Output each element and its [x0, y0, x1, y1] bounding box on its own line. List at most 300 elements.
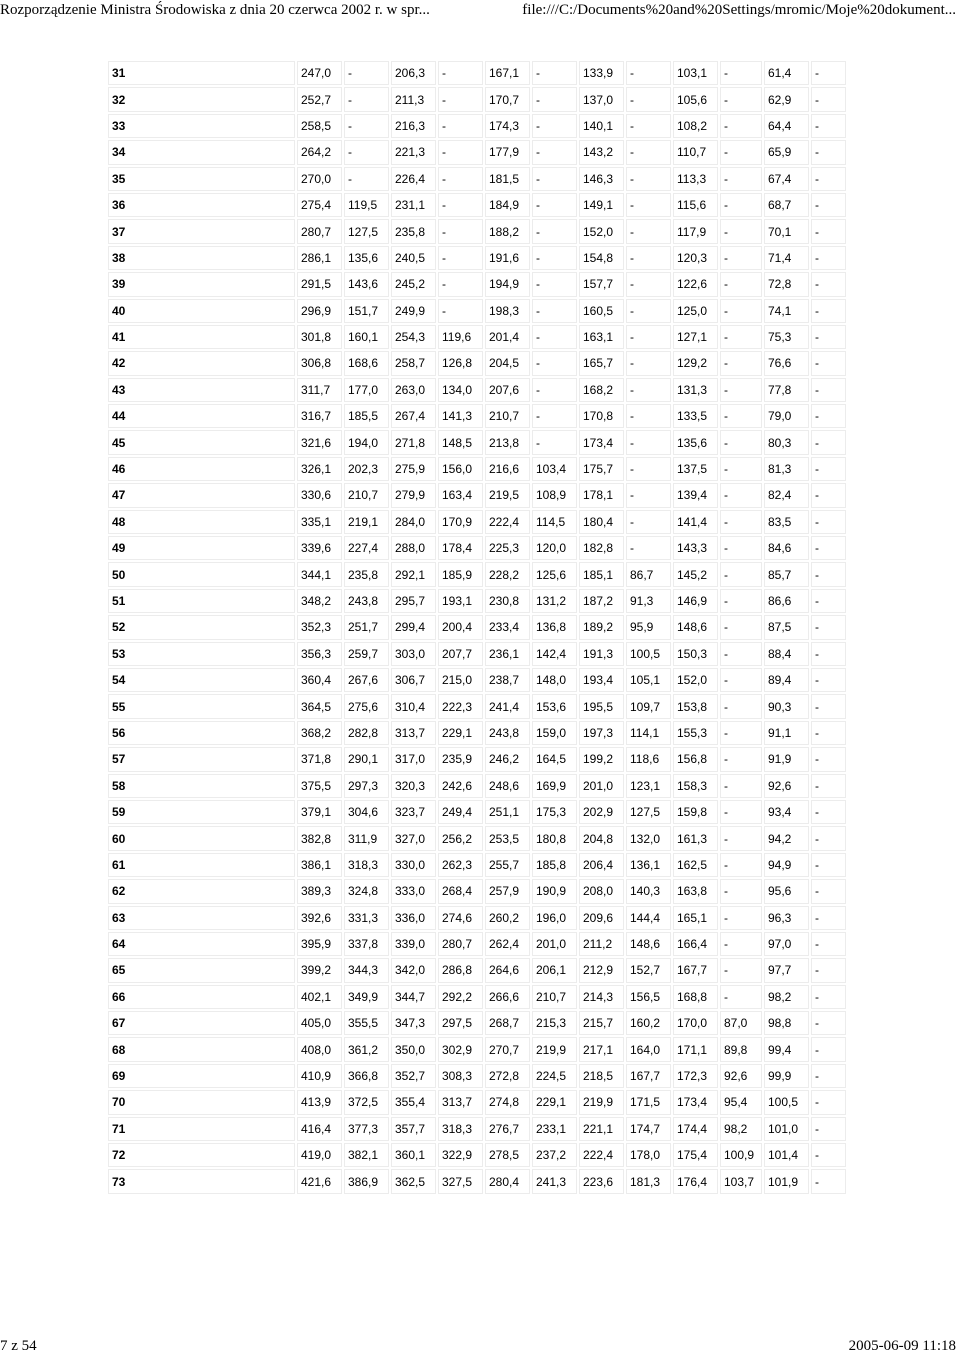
table-cell: 266,6	[485, 985, 530, 1009]
table-row	[108, 483, 846, 507]
table-cell: 350,0	[391, 1037, 436, 1061]
table-cell: 360,4	[297, 668, 342, 692]
table-cell: -	[720, 378, 762, 402]
table-cell: 160,2	[626, 1011, 671, 1035]
table-cell: 157,7	[579, 272, 624, 296]
table-cell: 360,1	[391, 1143, 436, 1167]
table-cell: 171,5	[626, 1090, 671, 1114]
table-cell: 210,7	[344, 483, 389, 507]
table-cell: -	[811, 325, 846, 349]
table-cell: -	[720, 826, 762, 850]
table-cell: 167,7	[626, 1064, 671, 1088]
table-cell: 226,4	[391, 167, 436, 191]
table-cell: 202,9	[579, 800, 624, 824]
table-cell: 64,4	[764, 114, 809, 138]
table-cell: 222,4	[485, 510, 530, 534]
table-cell: 267,6	[344, 668, 389, 692]
table-cell: -	[811, 1064, 846, 1088]
table-cell: -	[720, 958, 762, 982]
table-cell: 101,9	[764, 1169, 809, 1193]
table-cell: -	[532, 299, 577, 323]
table-cell: 271,8	[391, 430, 436, 454]
table-cell: 141,3	[438, 404, 483, 428]
table-row	[108, 694, 846, 718]
table-cell: -	[811, 167, 846, 191]
table-cell: 295,7	[391, 589, 436, 613]
table-cell: 399,2	[297, 958, 342, 982]
table-cell: -	[811, 404, 846, 428]
table-cell: 235,8	[391, 219, 436, 243]
table-cell: -	[811, 879, 846, 903]
table-cell: -	[811, 853, 846, 877]
table-cell: 174,7	[626, 1117, 671, 1141]
table-cell: 386,9	[344, 1169, 389, 1193]
table-cell: 139,4	[673, 483, 718, 507]
table-cell: -	[811, 87, 846, 111]
table-cell: 311,7	[297, 378, 342, 402]
table-cell: 268,4	[438, 879, 483, 903]
table-cell: 135,6	[673, 430, 718, 454]
table-cell: 215,7	[579, 1011, 624, 1035]
table-cell: -	[720, 457, 762, 481]
table-cell: 96,3	[764, 906, 809, 930]
table-cell: 120,0	[532, 536, 577, 560]
table-cell: 278,5	[485, 1143, 530, 1167]
table-cell: 313,7	[438, 1090, 483, 1114]
row-number-cell: 72	[108, 1143, 295, 1167]
table-cell: 206,3	[391, 61, 436, 85]
row-number-cell: 44	[108, 404, 295, 428]
table-cell: 233,1	[532, 1117, 577, 1141]
table-cell: 152,0	[579, 219, 624, 243]
table-cell: 140,1	[579, 114, 624, 138]
table-cell: 262,3	[438, 853, 483, 877]
table-cell: 143,3	[673, 536, 718, 560]
table-cell: 356,3	[297, 642, 342, 666]
table-cell: 342,0	[391, 958, 436, 982]
table-cell: 201,4	[485, 325, 530, 349]
table-cell: 382,1	[344, 1143, 389, 1167]
table-cell: 159,8	[673, 800, 718, 824]
table-cell: 262,4	[485, 932, 530, 956]
table-cell: 148,5	[438, 430, 483, 454]
table-cell: -	[720, 87, 762, 111]
table-cell: 282,8	[344, 721, 389, 745]
table-cell: 201,0	[532, 932, 577, 956]
table-cell: 172,3	[673, 1064, 718, 1088]
row-number-cell: 34	[108, 140, 295, 164]
table-cell: 296,9	[297, 299, 342, 323]
table-cell: -	[720, 589, 762, 613]
table-cell: 140,3	[626, 879, 671, 903]
table-cell: 322,9	[438, 1143, 483, 1167]
table-cell: 276,7	[485, 1117, 530, 1141]
row-number-cell: 64	[108, 932, 295, 956]
table-cell: -	[626, 246, 671, 270]
table-cell: 86,6	[764, 589, 809, 613]
table-cell: 256,2	[438, 826, 483, 850]
table-cell: 349,9	[344, 985, 389, 1009]
table-cell: 174,4	[673, 1117, 718, 1141]
table-cell: 206,4	[579, 853, 624, 877]
table-cell: 119,6	[438, 325, 483, 349]
table-cell: -	[720, 246, 762, 270]
table-cell: 410,9	[297, 1064, 342, 1088]
table-cell: 260,2	[485, 906, 530, 930]
table-cell: 327,0	[391, 826, 436, 850]
table-cell: 240,5	[391, 246, 436, 270]
table-cell: 333,0	[391, 879, 436, 903]
table-cell: -	[720, 906, 762, 930]
table-cell: 191,6	[485, 246, 530, 270]
table-cell: 233,4	[485, 615, 530, 639]
table-cell: 326,1	[297, 457, 342, 481]
table-cell: 175,7	[579, 457, 624, 481]
table-cell: 99,9	[764, 1064, 809, 1088]
table-cell: 348,2	[297, 589, 342, 613]
table-cell: -	[811, 510, 846, 534]
table-row	[108, 430, 846, 454]
table-cell: 290,1	[344, 747, 389, 771]
table-cell: 65,9	[764, 140, 809, 164]
table-cell: -	[626, 404, 671, 428]
table-cell: 222,3	[438, 694, 483, 718]
table-row	[108, 1117, 846, 1141]
table-cell: 71,4	[764, 246, 809, 270]
table-cell: 229,1	[438, 721, 483, 745]
table-cell: 292,2	[438, 985, 483, 1009]
table-cell: -	[532, 351, 577, 375]
table-cell: -	[720, 721, 762, 745]
table-cell: 263,0	[391, 378, 436, 402]
table-cell: 175,4	[673, 1143, 718, 1167]
table-cell: 119,5	[344, 193, 389, 217]
table-cell: 180,8	[532, 826, 577, 850]
table-cell: 219,5	[485, 483, 530, 507]
table-row	[108, 87, 846, 111]
table-cell: 228,2	[485, 562, 530, 586]
table-cell: 95,9	[626, 615, 671, 639]
table-cell: 230,8	[485, 589, 530, 613]
table-cell: 204,5	[485, 351, 530, 375]
table-cell: 133,5	[673, 404, 718, 428]
table-cell: 258,7	[391, 351, 436, 375]
table-cell: -	[811, 589, 846, 613]
table-cell: 131,3	[673, 378, 718, 402]
table-cell: 94,9	[764, 853, 809, 877]
table-cell: 235,9	[438, 747, 483, 771]
table-cell: 110,7	[673, 140, 718, 164]
table-cell: 170,9	[438, 510, 483, 534]
table-cell: 213,8	[485, 430, 530, 454]
table-cell: 306,7	[391, 668, 436, 692]
table-cell: 131,2	[532, 589, 577, 613]
table-cell: 182,8	[579, 536, 624, 560]
row-number-cell: 52	[108, 615, 295, 639]
table-cell: -	[626, 219, 671, 243]
table-cell: 137,0	[579, 87, 624, 111]
table-cell: -	[438, 219, 483, 243]
table-cell: 247,0	[297, 61, 342, 85]
table-cell: 231,1	[391, 193, 436, 217]
table-cell: 321,6	[297, 430, 342, 454]
table-cell: 386,1	[297, 853, 342, 877]
row-number-cell: 40	[108, 299, 295, 323]
table-cell: 221,3	[391, 140, 436, 164]
row-number-cell: 57	[108, 747, 295, 771]
table-cell: 219,9	[532, 1037, 577, 1061]
table-cell: -	[720, 325, 762, 349]
table-cell: 103,1	[673, 61, 718, 85]
table-cell: -	[626, 430, 671, 454]
table-cell: 170,8	[579, 404, 624, 428]
row-number-cell: 62	[108, 879, 295, 903]
table-cell: 189,2	[579, 615, 624, 639]
table-cell: 292,1	[391, 562, 436, 586]
document-title: Rozporządzenie Ministra Środowiska z dnia 20 czerwca 2002 r. w spr...	[0, 2, 430, 18]
table-cell: 284,0	[391, 510, 436, 534]
table-cell: 280,7	[438, 932, 483, 956]
table-cell: 242,6	[438, 774, 483, 798]
row-number-cell: 38	[108, 246, 295, 270]
table-cell: -	[344, 114, 389, 138]
row-number-cell: 43	[108, 378, 295, 402]
table-row	[108, 378, 846, 402]
table-cell: -	[720, 430, 762, 454]
table-cell: -	[720, 510, 762, 534]
row-number-cell: 56	[108, 721, 295, 745]
table-cell: 72,8	[764, 272, 809, 296]
table-cell: 70,1	[764, 219, 809, 243]
table-cell: 166,4	[673, 932, 718, 956]
table-cell: -	[720, 932, 762, 956]
table-cell: 252,7	[297, 87, 342, 111]
row-number-cell: 35	[108, 167, 295, 191]
table-cell: 163,1	[579, 325, 624, 349]
table-cell: 87,0	[720, 1011, 762, 1035]
table-cell: 206,1	[532, 958, 577, 982]
table-cell: 178,4	[438, 536, 483, 560]
table-cell: 288,0	[391, 536, 436, 560]
table-row	[108, 351, 846, 375]
table-cell: 299,4	[391, 615, 436, 639]
table-cell: 259,7	[344, 642, 389, 666]
table-row	[108, 193, 846, 217]
table-cell: 241,4	[485, 694, 530, 718]
table-cell: 303,0	[391, 642, 436, 666]
table-cell: -	[720, 140, 762, 164]
row-number-cell: 31	[108, 61, 295, 85]
table-cell: 395,9	[297, 932, 342, 956]
table-cell: 127,5	[344, 219, 389, 243]
table-cell: -	[720, 351, 762, 375]
table-cell: 408,0	[297, 1037, 342, 1061]
table-cell: 372,5	[344, 1090, 389, 1114]
table-cell: 62,9	[764, 87, 809, 111]
table-cell: -	[811, 219, 846, 243]
table-cell: 279,9	[391, 483, 436, 507]
table-cell: -	[344, 61, 389, 85]
table-cell: 169,9	[532, 774, 577, 798]
table-cell: 75,3	[764, 325, 809, 349]
table-row	[108, 932, 846, 956]
table-cell: 146,3	[579, 167, 624, 191]
table-cell: 125,0	[673, 299, 718, 323]
table-cell: -	[532, 114, 577, 138]
table-cell: 280,4	[485, 1169, 530, 1193]
table-row	[108, 853, 846, 877]
table-cell: -	[532, 325, 577, 349]
table-cell: 366,8	[344, 1064, 389, 1088]
table-cell: 217,1	[579, 1037, 624, 1061]
table-row	[108, 1037, 846, 1061]
table-cell: -	[626, 510, 671, 534]
table-row	[108, 826, 846, 850]
row-number-cell: 55	[108, 694, 295, 718]
table-cell: 199,2	[579, 747, 624, 771]
table-cell: 185,9	[438, 562, 483, 586]
table-cell: 132,0	[626, 826, 671, 850]
table-cell: 211,2	[579, 932, 624, 956]
row-number-cell: 33	[108, 114, 295, 138]
table-cell: -	[438, 299, 483, 323]
table-cell: 198,3	[485, 299, 530, 323]
table-cell: 170,0	[673, 1011, 718, 1035]
table-cell: 95,4	[720, 1090, 762, 1114]
table-cell: 193,1	[438, 589, 483, 613]
table-cell: 419,0	[297, 1143, 342, 1167]
table-cell: 275,6	[344, 694, 389, 718]
table-cell: 137,5	[673, 457, 718, 481]
table-cell: 135,6	[344, 246, 389, 270]
table-row	[108, 219, 846, 243]
table-cell: -	[720, 219, 762, 243]
table-cell: 184,9	[485, 193, 530, 217]
table-cell: 101,0	[764, 1117, 809, 1141]
table-cell: 337,8	[344, 932, 389, 956]
row-number-cell: 65	[108, 958, 295, 982]
table-cell: 122,6	[673, 272, 718, 296]
table-cell: -	[532, 193, 577, 217]
table-cell: -	[438, 140, 483, 164]
table-cell: 68,7	[764, 193, 809, 217]
table-row	[108, 140, 846, 164]
table-row	[108, 1090, 846, 1114]
table-cell: 160,1	[344, 325, 389, 349]
table-cell: -	[720, 404, 762, 428]
table-cell: -	[438, 167, 483, 191]
table-cell: 162,5	[673, 853, 718, 877]
table-cell: 243,8	[485, 721, 530, 745]
table-cell: 222,4	[579, 1143, 624, 1167]
table-cell: 114,5	[532, 510, 577, 534]
table-cell: 136,8	[532, 615, 577, 639]
table-cell: 105,6	[673, 87, 718, 111]
table-cell: -	[811, 958, 846, 982]
table-cell: -	[811, 140, 846, 164]
table-cell: 257,9	[485, 879, 530, 903]
row-number-cell: 61	[108, 853, 295, 877]
table-cell: 177,9	[485, 140, 530, 164]
table-cell: -	[532, 140, 577, 164]
table-cell: 120,3	[673, 246, 718, 270]
table-cell: 181,3	[626, 1169, 671, 1193]
table-cell: -	[811, 906, 846, 930]
table-cell: 67,4	[764, 167, 809, 191]
table-cell: -	[811, 457, 846, 481]
table-cell: -	[720, 483, 762, 507]
table-cell: 151,7	[344, 299, 389, 323]
table-cell: 336,0	[391, 906, 436, 930]
table-row	[108, 958, 846, 982]
row-number-cell: 41	[108, 325, 295, 349]
table-cell: 76,6	[764, 351, 809, 375]
table-cell: 103,7	[720, 1169, 762, 1193]
table-cell: -	[532, 167, 577, 191]
table-cell: -	[720, 985, 762, 1009]
table-cell: -	[811, 642, 846, 666]
table-cell: 155,3	[673, 721, 718, 745]
table-cell: 251,1	[485, 800, 530, 824]
table-row	[108, 246, 846, 270]
table-cell: 235,8	[344, 562, 389, 586]
table-row	[108, 272, 846, 296]
table-cell: 105,1	[626, 668, 671, 692]
table-row	[108, 1143, 846, 1167]
table-cell: -	[720, 167, 762, 191]
table-cell: 187,2	[579, 589, 624, 613]
table-cell: 245,2	[391, 272, 436, 296]
table-cell: 313,7	[391, 721, 436, 745]
table-cell: 148,6	[626, 932, 671, 956]
table-row	[108, 906, 846, 930]
table-cell: 211,3	[391, 87, 436, 111]
table-cell: 154,8	[579, 246, 624, 270]
table-cell: 311,9	[344, 826, 389, 850]
table-cell: -	[438, 272, 483, 296]
table-cell: 156,5	[626, 985, 671, 1009]
table-cell: -	[811, 800, 846, 824]
table-cell: 95,6	[764, 879, 809, 903]
table-cell: 197,3	[579, 721, 624, 745]
table-cell: 123,1	[626, 774, 671, 798]
table-cell: 79,0	[764, 404, 809, 428]
table-cell: -	[532, 378, 577, 402]
table-cell: 141,4	[673, 510, 718, 534]
table-cell: 136,1	[626, 853, 671, 877]
table-cell: 108,9	[532, 483, 577, 507]
table-cell: -	[720, 694, 762, 718]
table-cell: 88,4	[764, 642, 809, 666]
table-cell: -	[811, 536, 846, 560]
table-cell: 207,6	[485, 378, 530, 402]
row-number-cell: 58	[108, 774, 295, 798]
table-cell: -	[626, 299, 671, 323]
table-cell: 355,4	[391, 1090, 436, 1114]
page-number: 7 z 54	[0, 1338, 37, 1354]
table-cell: 188,2	[485, 219, 530, 243]
table-cell: -	[720, 193, 762, 217]
table-cell: 134,0	[438, 378, 483, 402]
table-cell: 171,1	[673, 1037, 718, 1061]
print-header	[0, 2, 960, 22]
row-number-cell: 68	[108, 1037, 295, 1061]
table-cell: -	[811, 1090, 846, 1114]
table-cell: 149,1	[579, 193, 624, 217]
table-row	[108, 747, 846, 771]
table-cell: 100,5	[626, 642, 671, 666]
table-cell: 168,8	[673, 985, 718, 1009]
